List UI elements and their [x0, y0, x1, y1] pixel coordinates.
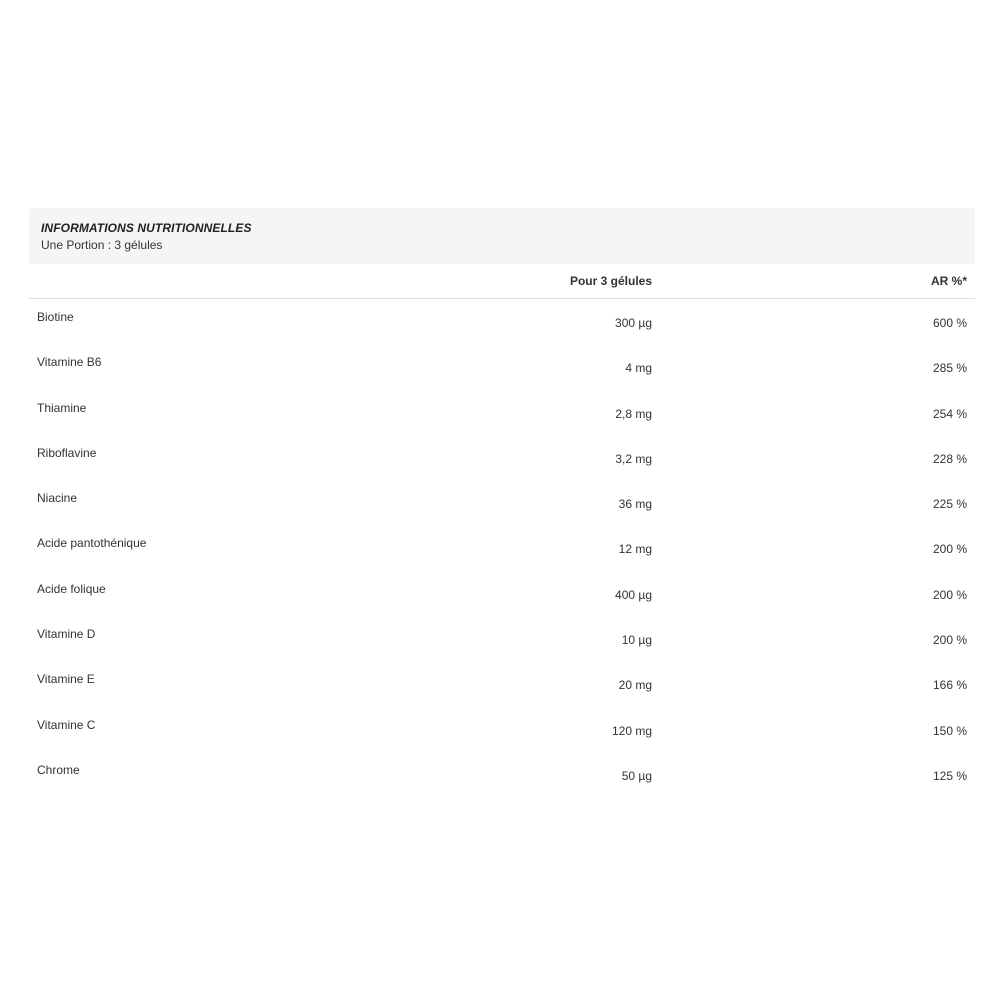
table-row: [29, 525, 975, 570]
table-row: [29, 752, 975, 797]
nutrient-ar-percent: 285 %: [932, 361, 967, 376]
nutrition-title: INFORMATIONS NUTRITIONNELLES: [41, 221, 252, 235]
nutrient-name: Niacine: [37, 491, 78, 506]
nutrient-name: Vitamine E: [37, 672, 95, 687]
nutrient-name: Vitamine D: [37, 627, 96, 642]
nutrient-amount: 36 mg: [618, 497, 652, 512]
nutrient-ar-percent: 150 %: [932, 723, 967, 738]
nutrient-name: Riboflavine: [37, 445, 97, 460]
nutrient-name: Vitamine C: [37, 717, 96, 732]
table-row: [29, 299, 975, 344]
nutrient-name: Biotine: [37, 310, 74, 324]
nutrient-name: Acide pantothénique: [37, 536, 147, 551]
column-header-amount: Pour 3 gélules: [569, 274, 652, 288]
nutrient-amount: 2,8 mg: [615, 406, 652, 421]
nutrient-amount: 50 µg: [621, 768, 652, 783]
nutrient-ar-percent: 125 %: [932, 768, 967, 783]
nutrient-amount: 4 mg: [625, 361, 652, 376]
nutrient-amount: 10 µg: [621, 633, 652, 648]
table-row: [29, 571, 975, 616]
nutrition-panel: [29, 208, 975, 797]
nutrient-ar-percent: 200 %: [932, 587, 967, 602]
nutrient-amount: 12 mg: [618, 542, 652, 557]
nutrient-name: Chrome: [37, 762, 80, 777]
nutrition-header: [29, 208, 975, 264]
nutrient-amount: 300 µg: [615, 316, 652, 330]
nutrient-name: Vitamine B6: [37, 355, 102, 370]
nutrient-ar-percent: 254 %: [932, 406, 967, 421]
nutrient-amount: 120 mg: [611, 723, 652, 738]
table-row: [29, 480, 975, 525]
nutrient-ar-percent: 228 %: [932, 451, 967, 466]
nutrient-amount: 3,2 mg: [615, 451, 652, 466]
table-row: [29, 390, 975, 435]
table-row: [29, 616, 975, 661]
nutrient-ar-percent: 600 %: [932, 316, 967, 330]
nutrient-amount: 20 mg: [618, 678, 652, 693]
serving-size: Une Portion : 3 gélules: [41, 238, 163, 252]
nutrient-ar-percent: 200 %: [932, 633, 967, 648]
nutrient-amount: 400 µg: [615, 587, 652, 602]
table-row: [29, 661, 975, 706]
table-row: [29, 707, 975, 752]
nutrient-ar-percent: 225 %: [932, 497, 967, 512]
nutrient-ar-percent: 200 %: [932, 542, 967, 557]
column-headers: [29, 264, 975, 299]
nutrient-ar-percent: 166 %: [932, 678, 967, 693]
nutrition-rows: [29, 299, 975, 797]
nutrient-name: Thiamine: [37, 400, 87, 415]
table-row: [29, 344, 975, 389]
column-header-ar: AR %*: [930, 274, 967, 288]
table-row: [29, 435, 975, 480]
nutrient-name: Acide folique: [37, 581, 106, 596]
